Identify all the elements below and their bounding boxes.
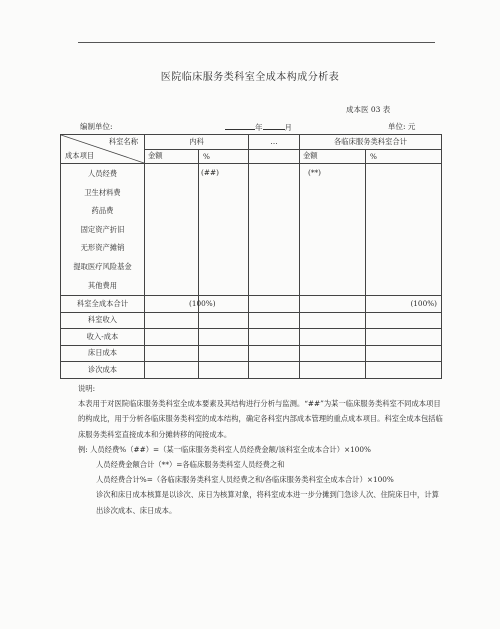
cost-table xyxy=(60,134,442,379)
item-risk-fund: 提取医疗风险基金 xyxy=(73,261,132,271)
notes-heading: 说明: xyxy=(78,384,96,393)
unit-label: 编制单位: xyxy=(80,122,113,131)
cell xyxy=(366,329,442,346)
dept-col-total: 各临床服务类科室合计 xyxy=(300,135,442,150)
cell xyxy=(145,312,199,329)
total-pct-a: (100%) xyxy=(199,296,249,313)
year-blank xyxy=(225,121,255,130)
cell xyxy=(199,345,249,362)
sub-blank xyxy=(249,149,300,164)
year-label: 年 xyxy=(255,123,263,132)
cell xyxy=(199,362,249,379)
item-amortization: 无形资产摊销 xyxy=(80,243,125,253)
sub-amount: 金额 xyxy=(145,149,199,164)
cell xyxy=(366,312,442,329)
top-rule xyxy=(78,42,435,43)
cell xyxy=(199,312,249,329)
mark-star: (**) xyxy=(308,168,321,177)
cell xyxy=(145,329,199,346)
sub-amount-total: 金额 xyxy=(300,149,366,164)
notes-example-4: 诊次和床日成本核算是以诊次、床日为核算对象，将科室成本进一步分摊到门急诊人次、住院床日中，计算出诊次成本、床日成本。 xyxy=(96,490,439,515)
cell xyxy=(366,345,442,362)
cell xyxy=(199,329,249,346)
cell xyxy=(300,329,366,346)
header-item: 成本项目 xyxy=(65,151,95,160)
sub-pct: % xyxy=(199,149,249,164)
row-profit: 收入-成本 xyxy=(61,329,145,346)
amount-cell xyxy=(145,164,199,296)
notes-example-1: 例: 人员经费%（##）=（某一临床服务类科室人员经费金额/该科室全成本合计）×100% xyxy=(78,444,371,454)
dept-col-internal: 内科 xyxy=(145,135,249,150)
sub-pct-total: % xyxy=(366,149,442,164)
row-bedday-cost: 床日成本 xyxy=(61,345,145,362)
cell xyxy=(300,345,366,362)
document-title: 医院临床服务类科室全成本构成分析表 xyxy=(160,72,340,83)
total-pct-b: (100%) xyxy=(366,296,442,313)
cell xyxy=(249,312,300,329)
item-materials: 卫生材料费 xyxy=(84,187,121,197)
ellipsis-cell xyxy=(249,164,300,296)
cell xyxy=(145,362,199,379)
month-label: 月 xyxy=(284,123,292,132)
dept-col-ellipsis: … xyxy=(249,135,300,150)
notes-paragraph: 本表用于对医院临床服务类科室全成本要素及其结构进行分析与监测。“##”为某一临床服务类科室不同成本项目的构成比，用于分析各临床服务类科室的成本结构，确定各科室内部成本管理的重点成本项目。科室全成本包括临床服务类科室直接成本和分摊转移的间接成本。 xyxy=(78,399,443,439)
cell xyxy=(145,345,199,362)
cell xyxy=(249,329,300,346)
items-cell xyxy=(61,164,145,296)
total-amount-sum xyxy=(300,296,366,313)
corner-header xyxy=(61,135,145,164)
cell xyxy=(300,312,366,329)
cell xyxy=(300,362,366,379)
cell xyxy=(366,362,442,379)
row-visit-cost: 诊次成本 xyxy=(61,362,145,379)
item-personnel: 人员经费 xyxy=(87,169,118,178)
notes-section xyxy=(64,381,444,518)
cell xyxy=(249,345,300,362)
item-other: 其他费用 xyxy=(87,280,118,290)
money-unit: 单位: 元 xyxy=(388,122,416,131)
date-line xyxy=(225,121,292,133)
pct-cell xyxy=(199,164,249,296)
form-code: 成本医 03 表 xyxy=(346,105,391,114)
cell xyxy=(249,362,300,379)
header-dept: 科室名称 xyxy=(108,137,138,146)
month-blank xyxy=(263,121,285,130)
notes-example-2: 人员经费金额合计（**）=各临床服务类科室人员经费之和 xyxy=(96,460,285,470)
notes-example-3: 人员经费合计%=（各临床服务类科室人员经费之和/各临床服务类科室全成本合计）×100% xyxy=(96,475,394,485)
total-pct-cell xyxy=(308,164,442,296)
item-depreciation: 固定资产折旧 xyxy=(80,224,125,234)
total-label: 科室全成本合计 xyxy=(61,296,145,313)
total-ellipsis xyxy=(249,296,300,313)
mark-hash: (##) xyxy=(201,168,219,177)
total-amount-cell xyxy=(300,164,366,296)
item-drugs: 药品费 xyxy=(91,206,114,216)
row-revenue: 科室收入 xyxy=(61,312,145,329)
